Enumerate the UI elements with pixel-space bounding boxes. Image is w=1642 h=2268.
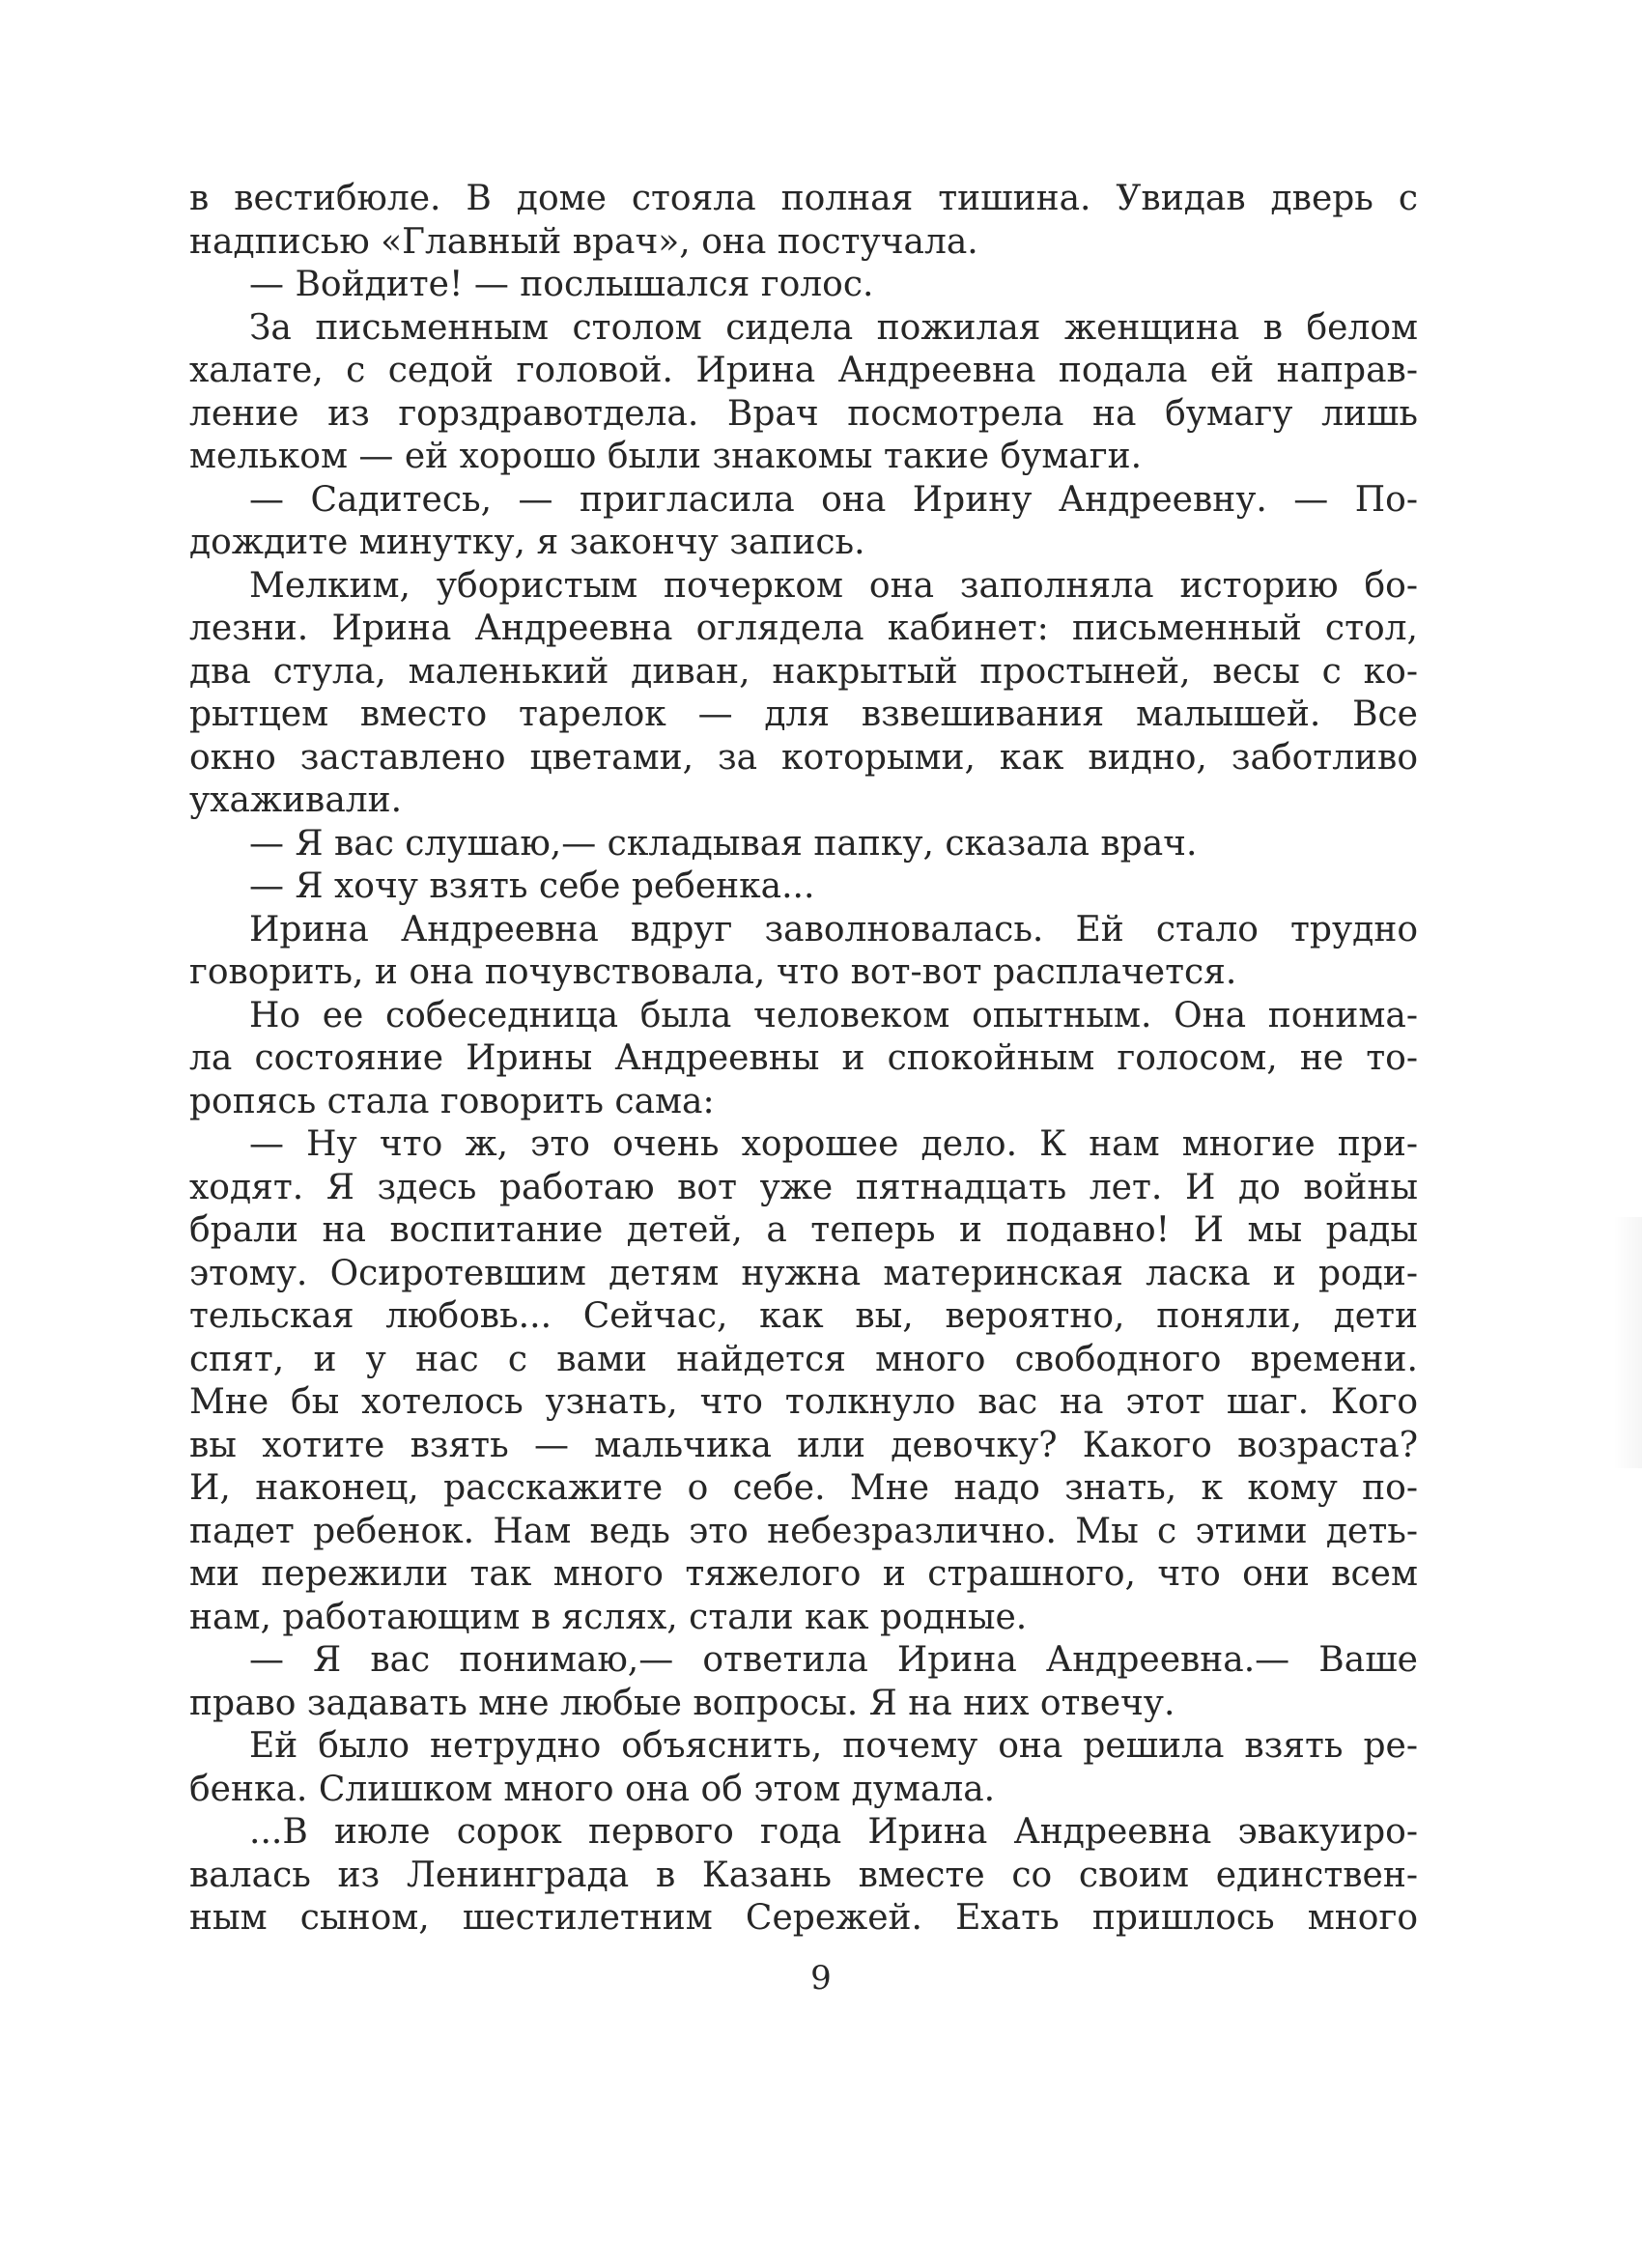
text-line: спят, и у нас с вами найдется много свободного времени. xyxy=(189,1339,1418,1379)
text-line: ходят. Я здесь работаю вот уже пятнадцать лет. И до войны xyxy=(189,1167,1418,1207)
text-line: дождите минутку, я закончу запись. xyxy=(189,523,865,562)
text-line: Ирина Андреевна вдруг заволновалась. Ей стало трудно xyxy=(249,909,1418,950)
text-line: падет ребенок. Нам ведь это небезразлично. Мы с этими деть- xyxy=(189,1511,1418,1551)
text-line: вы хотите взять — мальчика или девочку? Какого возраста? xyxy=(189,1425,1418,1465)
text-line: валась из Ленинграда в Казань вместе со своим единствен- xyxy=(189,1855,1418,1895)
text-line: в вестибюле. В доме стояла полная тишина. Увидав дверь с xyxy=(189,179,1418,218)
text-line: За письменным столом сидела пожилая женщина в белом xyxy=(249,307,1418,348)
text-line: нам, работающим в яслях, стали как родные. xyxy=(189,1597,1028,1637)
text-line: И, наконец, расскажите о себе. Мне надо знать, к кому по- xyxy=(189,1468,1418,1508)
text-line: право задавать мне любые вопросы. Я на них отвечу. xyxy=(189,1683,1175,1723)
text-line: ла состояние Ирины Андреевны и спокойным голосом, не то- xyxy=(189,1038,1418,1078)
text-line: надписью «Главный врач», она постучала. xyxy=(189,221,978,262)
text-line: ропясь стала говорить сама: xyxy=(189,1081,715,1121)
text-line: тельская любовь... Сейчас, как вы, вероятно, поняли, дети xyxy=(189,1296,1418,1336)
text-line: бенка. Слишком много она об этом думала. xyxy=(189,1769,996,1809)
text-line: брали на воспитание детей, а теперь и подавно! И мы рады xyxy=(189,1210,1418,1250)
scan-shadow xyxy=(1613,1217,1642,1468)
text-line: — Я вас понимаю,— ответила Ирина Андреевна.— Ваше xyxy=(249,1640,1418,1680)
body-text xyxy=(189,178,1418,1941)
text-line: ми пережили так много тяжелого и страшного, что они всем xyxy=(189,1554,1418,1594)
text-line: этому. Осиротевшим детям нужна материнская ласка и роди- xyxy=(189,1253,1418,1293)
text-line: — Я хочу взять себе ребенка... xyxy=(249,866,815,906)
text-line: Ей было нетрудно объяснить, почему она решила взять ре- xyxy=(249,1726,1418,1766)
text-line: два стула, маленький диван, накрытый простыней, весы с ко- xyxy=(189,651,1418,692)
text-line: рытцем вместо тарелок — для взвешивания малышей. Все xyxy=(189,695,1418,734)
text-line: лезни. Ирина Андреевна оглядела кабинет: письменный стол, xyxy=(189,609,1418,648)
text-line: ухаживали. xyxy=(189,780,403,820)
text-line: халате, с седой головой. Ирина Андреевна подала ей направ- xyxy=(189,351,1418,390)
text-line: окно заставлено цветами, за которыми, как видно, заботливо xyxy=(189,737,1418,778)
text-line: мельком — ей хорошо были знакомы такие бумаги. xyxy=(189,437,1143,476)
text-line: ...В июле сорок первого года Ирина Андреевна эвакуиро- xyxy=(249,1812,1418,1852)
text-line: Но ее собеседница была человеком опытным. Она понима- xyxy=(249,995,1418,1035)
text-line: ным сыном, шестилетним Сережей. Ехать пришлось много xyxy=(189,1898,1418,1938)
page-number: 9 xyxy=(810,1959,832,1998)
text-line: — Ну что ж, это очень хорошее дело. К нам многие при- xyxy=(249,1124,1418,1164)
text-line: — Садитесь, — пригласила она Ирину Андреевну. — По- xyxy=(249,479,1418,520)
text-line: ление из горздравотдела. Врач посмотрела на бумагу лишь xyxy=(189,393,1418,434)
text-line: — Войдите! — послышался голос. xyxy=(249,265,874,304)
text-line: говорить, и она почувствовала, что вот-вот расплачется. xyxy=(189,952,1237,992)
text-line: Мелким, убористым почерком она заполняла историю бо- xyxy=(249,565,1418,606)
text-line: — Я вас слушаю,— складывая папку, сказала врач. xyxy=(249,823,1198,864)
text-line: Мне бы хотелось узнать, что толкнуло вас на этот шаг. Кого xyxy=(189,1382,1418,1422)
